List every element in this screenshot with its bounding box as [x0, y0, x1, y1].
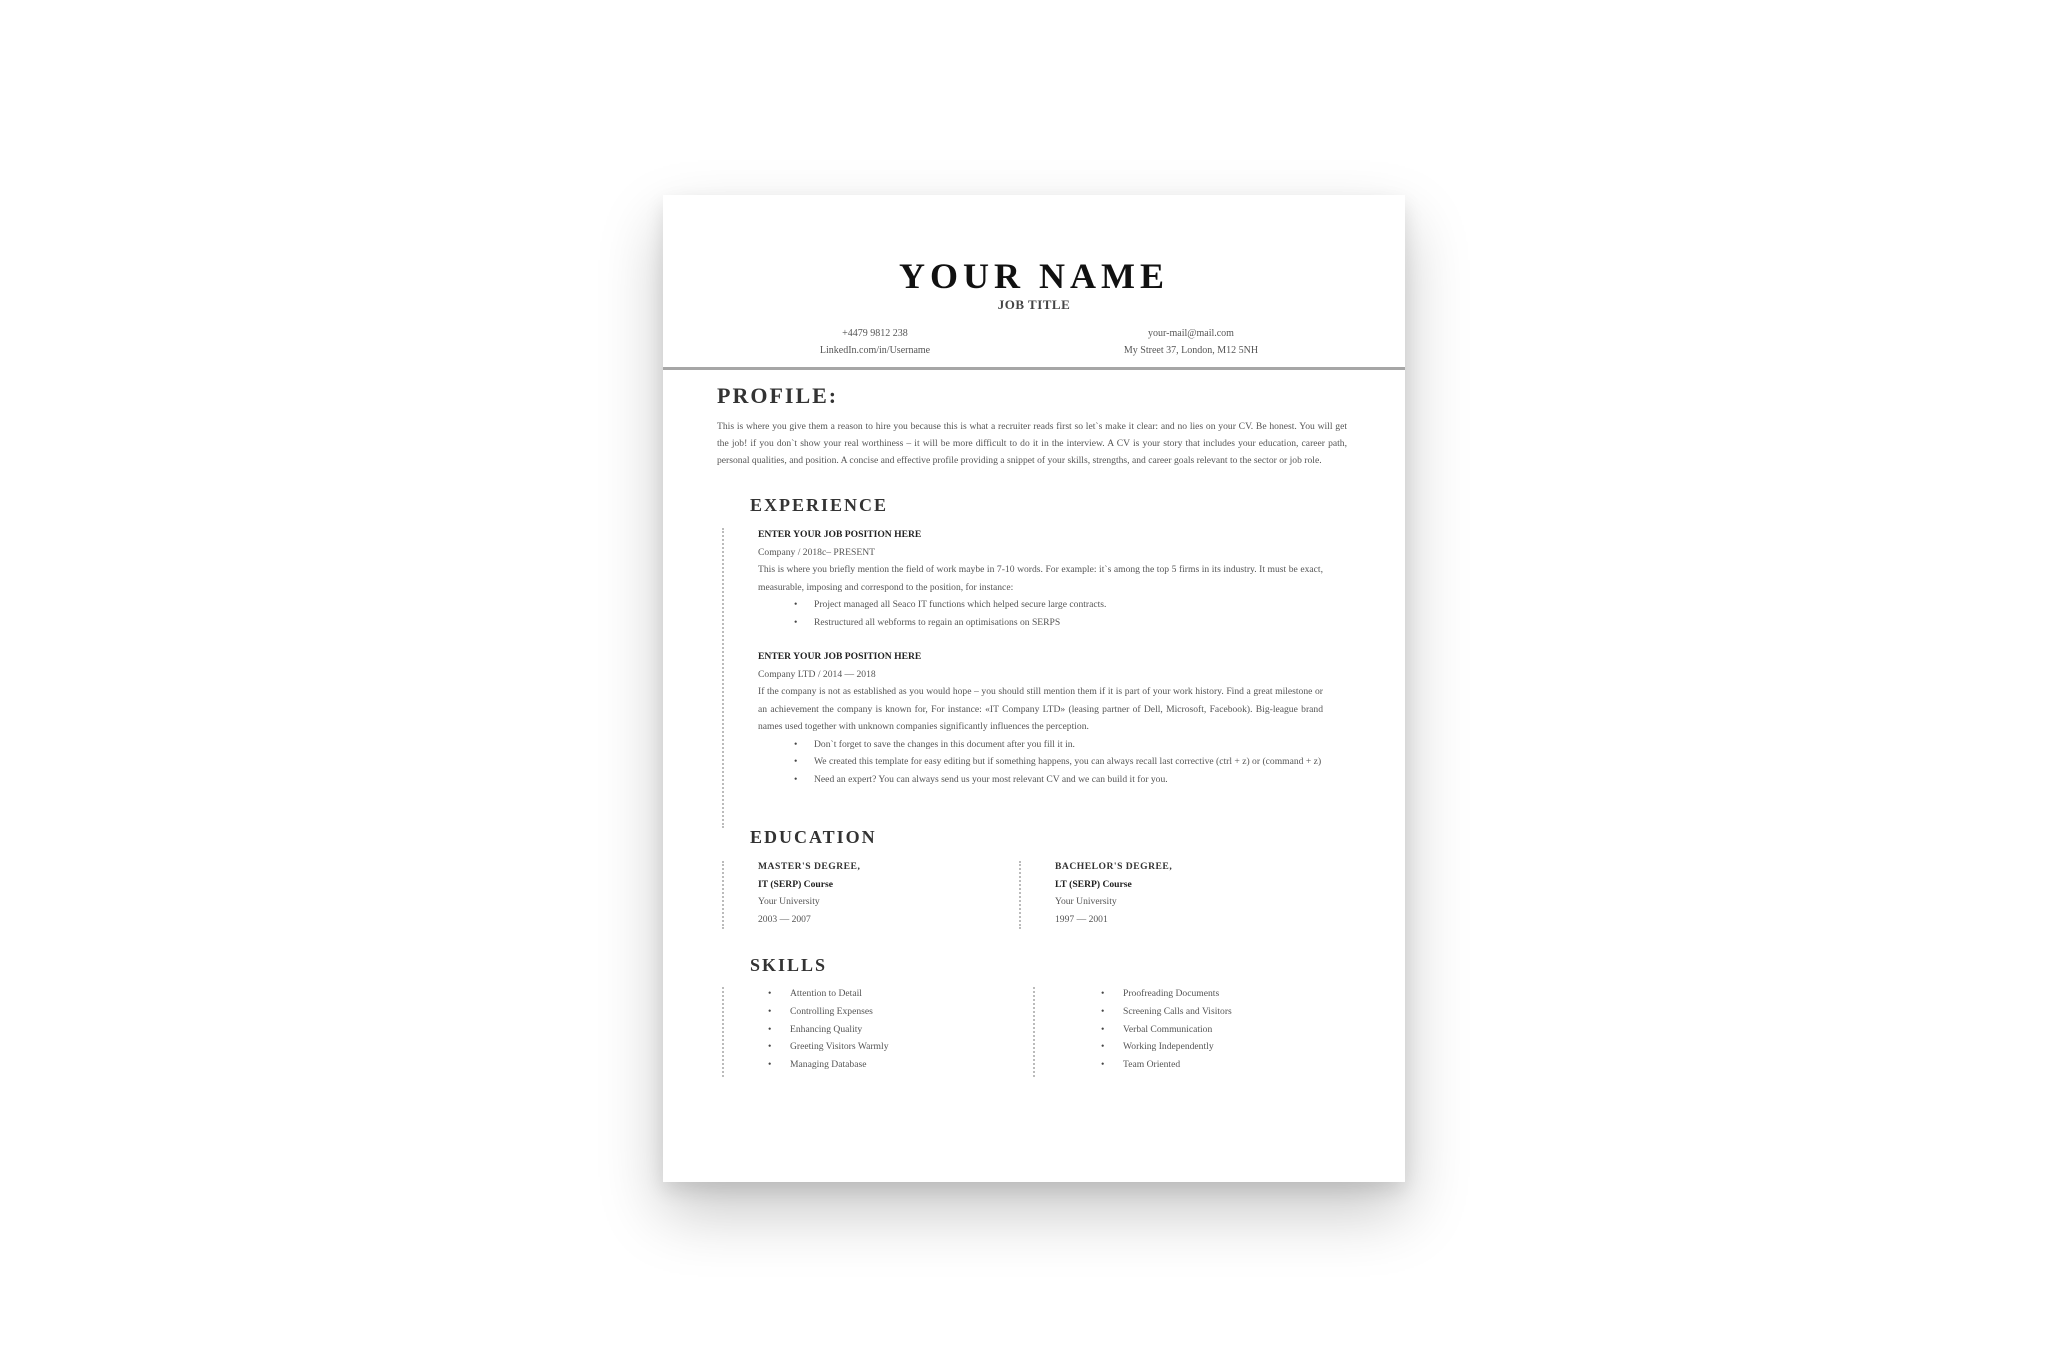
skill-item: • Enhancing Quality	[768, 1021, 889, 1039]
course-name: LT (SERP) Course	[1055, 878, 1132, 890]
postal-address: My Street 37, London, M12 5NH	[1123, 345, 1259, 356]
skills-divider-left	[722, 987, 724, 1077]
education-entry	[1055, 858, 1315, 928]
profile-heading: PROFILE:	[717, 383, 839, 408]
skill-item: • Greeting Visitors Warmly	[768, 1038, 889, 1056]
job-bullets	[758, 596, 1323, 631]
skill-item: • Verbal Communication	[1101, 1021, 1232, 1039]
skill-item: • Attention to Detail	[768, 985, 889, 1003]
job-description: If the company is not as established as you would hope – you should still mention them if it is part of your work history. Find a great milestone or an achievement the company is known for, For instance: «IT Company LTD» (leasing partner of Dell, Microsoft, Facebook). Big-league brand names used together with unknown companies significantly influences the perception.	[758, 686, 1323, 732]
job-bullet: • Project managed all Seaco IT functions which helped secure large contracts.	[814, 596, 1323, 614]
email-address: your-mail@mail.com	[1148, 328, 1234, 339]
education-divider-right	[1019, 861, 1021, 929]
profile-text: This is where you give them a reason to hire you because this is what a recruiter reads first so let`s make it clear: and no lies on your CV. Be honest. You will get the job! if you don`t show your real worthiness – it will be more difficult to do it in the interview. A CV is your story that includes your education, career path, personal qualities, and position. A concise and effective profile providing a snippet of your skills, strengths, and career goals relevant to the sector or job role.	[717, 421, 1347, 466]
degree-name: MASTER'S DEGREE,	[758, 861, 861, 872]
education-years: 2003 — 2007	[758, 913, 811, 925]
contact-left	[745, 325, 1005, 359]
education-years: 1997 — 2001	[1055, 913, 1108, 925]
job-bullet: • Restructured all webforms to regain an optimisations on SERPS	[814, 614, 1323, 632]
job-bullet: • Don`t forget to save the changes in this document after you fill it in.	[814, 736, 1323, 754]
education-heading: EDUCATION	[750, 827, 877, 847]
job-entry	[758, 648, 1323, 788]
job-position: ENTER YOUR JOB POSITION HERE	[758, 529, 922, 540]
skill-item: • Proofreading Documents	[1101, 985, 1232, 1003]
job-bullet: • We created this template for easy editing but if something happens, you can always recall last corrective (ctrl + z) or (command + z)	[814, 753, 1323, 771]
skill-item: • Managing Database	[768, 1056, 889, 1074]
skill-item: • Screening Calls and Visitors	[1101, 1003, 1232, 1021]
skills-heading: SKILLS	[750, 955, 828, 975]
skill-item: • Controlling Expenses	[768, 1003, 889, 1021]
skills-divider-right	[1033, 987, 1035, 1077]
resume-header	[663, 195, 1405, 370]
job-company: Company LTD / 2014 — 2018	[758, 668, 876, 680]
candidate-name: YOUR NAME	[899, 256, 1169, 296]
university-name: Your University	[758, 896, 820, 907]
job-bullets	[758, 736, 1323, 789]
job-title: JOB TITLE	[997, 297, 1071, 312]
experience-heading: EXPERIENCE	[750, 495, 889, 515]
skills-list-right	[1101, 985, 1232, 1074]
skill-item: • Working Independently	[1101, 1038, 1232, 1056]
job-entry	[758, 526, 1323, 631]
resume-page	[663, 195, 1405, 1182]
degree-name: BACHELOR'S DEGREE,	[1055, 861, 1173, 872]
education-entry	[758, 858, 1018, 928]
university-name: Your University	[1055, 896, 1117, 907]
linkedin-url: LinkedIn.com/in/Username	[819, 345, 931, 356]
contact-right	[1061, 325, 1321, 359]
course-name: IT (SERP) Course	[758, 878, 833, 890]
skill-item: • Team Oriented	[1101, 1056, 1232, 1074]
phone-number: +4479 9812 238	[842, 328, 908, 339]
skills-list-left	[768, 985, 889, 1074]
job-company: Company / 2018c– PRESENT	[758, 546, 875, 558]
education-divider-left	[722, 861, 724, 929]
job-bullet: • Need an expert? You can always send us your most relevant CV and we can build it for you.	[814, 771, 1323, 789]
job-description: This is where you briefly mention the field of work maybe in 7-10 words. For example: it`s among the top 5 firms in its industry. It must be exact, measurable, imposing and correspond to the position, for instance:	[758, 564, 1323, 593]
experience-divider	[722, 528, 724, 828]
job-position: ENTER YOUR JOB POSITION HERE	[758, 651, 922, 662]
